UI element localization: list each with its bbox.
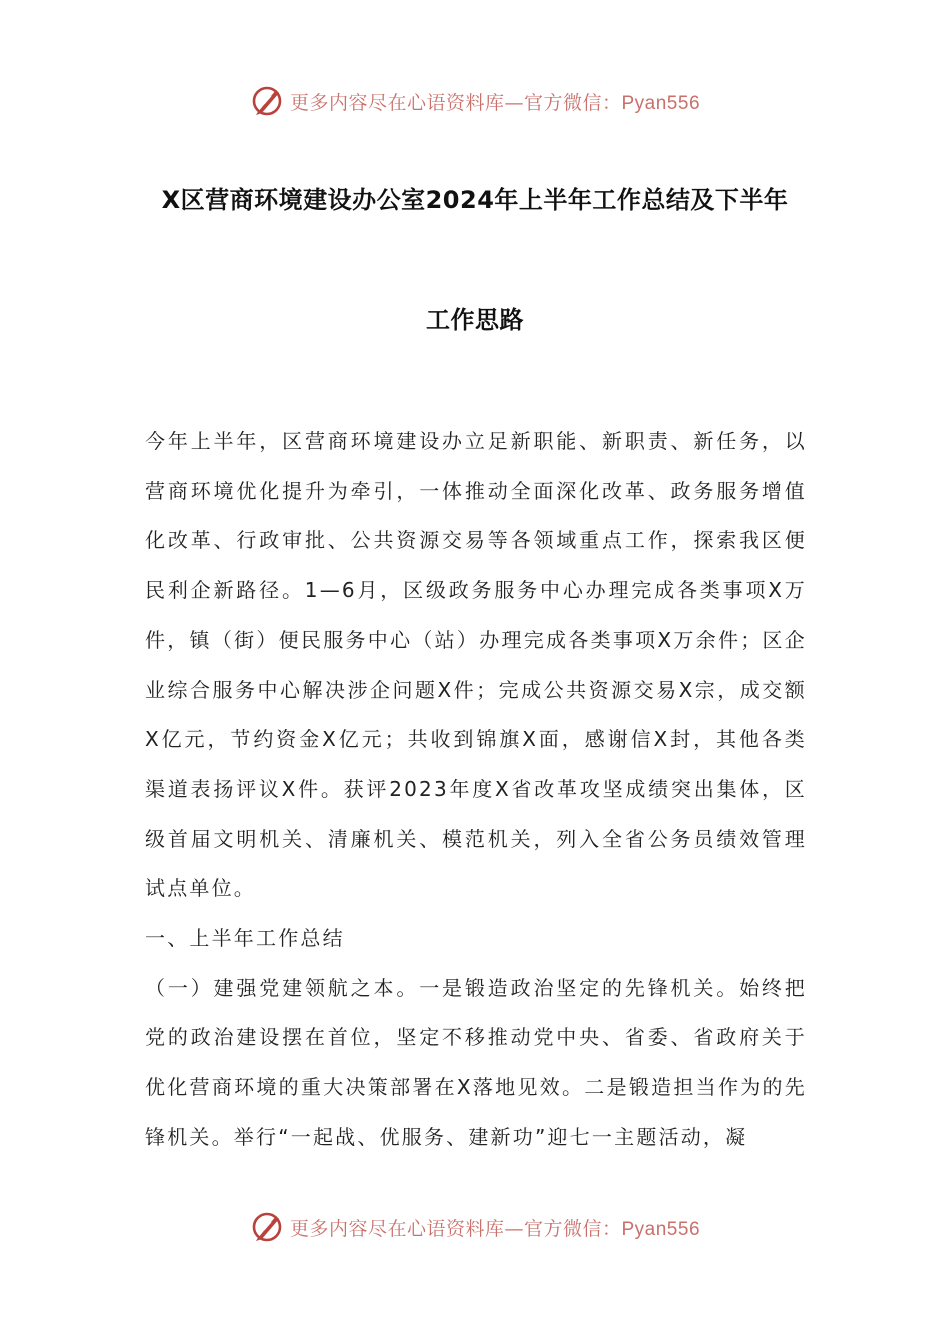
- quill-pen-in-circle-icon: [250, 1210, 284, 1244]
- footer-watermark: [0, 1210, 950, 1244]
- body-paragraph-party-building: （一）建强党建领航之本。一是锻造政治坚定的先锋机关。始终把党的政治建设摆在首位，坚定不移推动党中央、省委、省政府关于优化营商环境的重大决策部署在X落地见效。二是锻造担当作为的先锋机关。举行“一起战、优服务、建新功”迎七一主题活动，凝: [145, 975, 807, 1149]
- header-watermark: [0, 84, 950, 118]
- section-heading-first-half-summary: 一、上半年工作总结: [145, 926, 345, 951]
- watermark-text: 更多内容尽在心语资料库—官方微信：Pyan556: [289, 91, 701, 114]
- watermark-text: 更多内容尽在心语资料库—官方微信：Pyan556: [289, 1217, 701, 1240]
- document-body: [145, 417, 807, 1163]
- wechat-id: Pyan556: [621, 1218, 701, 1240]
- document-title-line-1: X区营商环境建设办公室2024年上半年工作总结及下半年: [161, 186, 789, 214]
- wechat-id: Pyan556: [621, 92, 701, 114]
- document-title-line-2: 工作思路: [426, 306, 524, 334]
- quill-pen-in-circle-icon: [250, 84, 284, 118]
- body-paragraph-intro: 今年上半年，区营商环境建设办立足新职能、新职责、新任务，以营商环境优化提升为牵引，一体推动全面深化改革、政务服务增值化改革、行政审批、公共资源交易等各领域重点工作，探索我区便民利企新路径。1—6月，区级政务服务中心办理完成各类事项X万件，镇（街）便民服务中心（站）办理完成各类事项X万余件；区企业综合服务中心解决涉企问题X件；完成公共资源交易X宗，成交额X亿元，节约资金X亿元；共收到锦旗X面，感谢信X封，其他各类渠道表扬评议X件。获评2023年度X省改革攻坚成绩突出集体，区级首届文明机关、清廉机关、模范机关，列入全省公务员绩效管理试点单位。: [145, 429, 807, 901]
